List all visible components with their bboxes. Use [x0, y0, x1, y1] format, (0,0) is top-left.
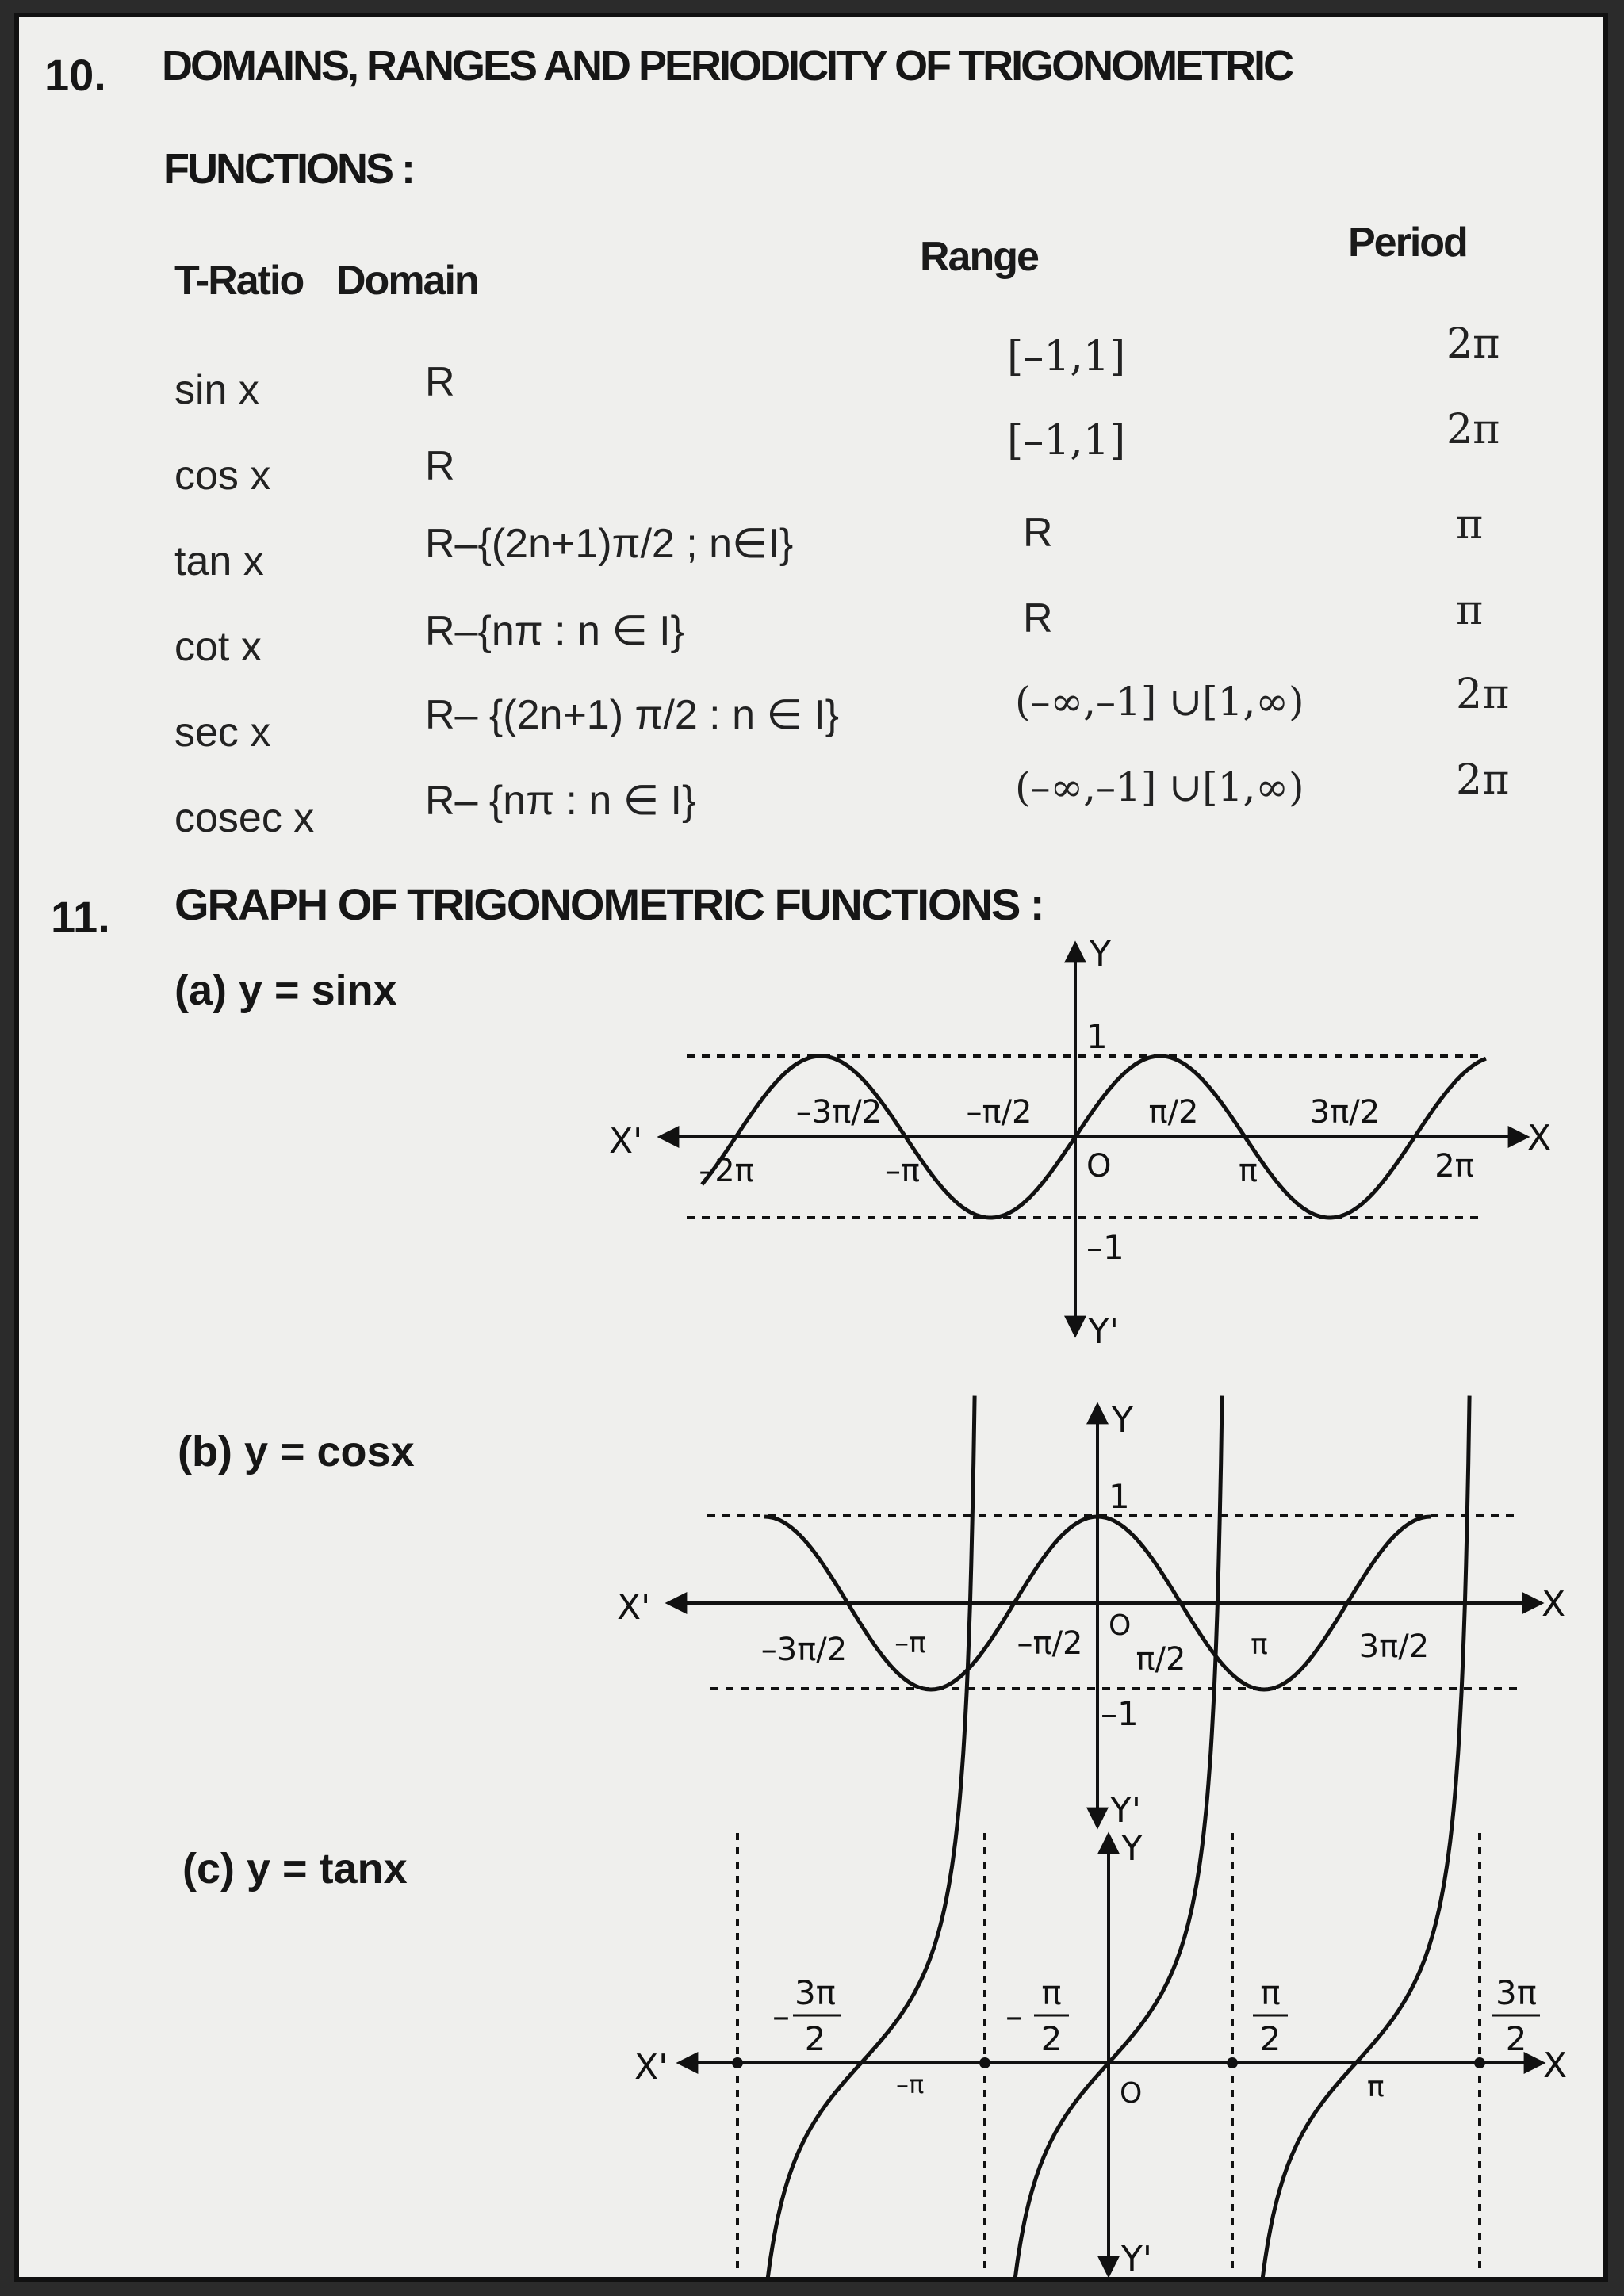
graph-c-label: (c) y = tanx — [182, 1845, 408, 1892]
header-t-ratio: T-Ratio — [174, 258, 304, 304]
graph-cos — [617, 1400, 1565, 1831]
row-tan-period: π — [1456, 501, 1484, 549]
cos-label-x-neg: X' — [617, 1587, 651, 1628]
section-10-number: 10. — [44, 50, 106, 100]
tan-label-y: Y — [1121, 1828, 1143, 1869]
graphs-canvas — [19, 17, 1603, 2277]
sin-tick-m3pi2: –3π/2 — [795, 1094, 883, 1131]
section-11-number: 11. — [51, 892, 110, 942]
asym-den: 2 — [1040, 2019, 1063, 2058]
asym-sign: – — [772, 1996, 790, 2037]
sin-label-y: Y — [1090, 934, 1111, 974]
sin-label-neg-one: –1 — [1086, 1228, 1124, 1267]
cos-label-y-neg: Y' — [1110, 1790, 1141, 1831]
asym-den: 2 — [1505, 2019, 1527, 2058]
tan-asym-label-pi2 — [1253, 1973, 1288, 2058]
textbook-page — [14, 13, 1608, 2282]
header-range: Range — [920, 234, 1038, 280]
cos-tick-pi2: π/2 — [1136, 1641, 1186, 1678]
cos-label-origin: O — [1109, 1609, 1132, 1642]
graph-tan — [634, 1396, 1567, 2277]
cos-label-x: X — [1542, 1584, 1566, 1624]
asym-sign: – — [1005, 1996, 1023, 2037]
row-cosec-domain: R– {nπ : n ∈ I} — [425, 778, 696, 824]
row-sec-period: 2π — [1456, 671, 1510, 718]
sin-label-one: 1 — [1086, 1017, 1108, 1056]
row-cos-domain: R — [425, 443, 455, 489]
cos-label-one: 1 — [1109, 1477, 1130, 1516]
sin-tick-pi2: π/2 — [1148, 1094, 1199, 1131]
row-cos-range: [–1,1] — [1007, 417, 1126, 465]
row-sec-range: (–∞,–1] ∪[1,∞) — [1015, 679, 1304, 725]
graph-a-label: (a) y = sinx — [174, 966, 397, 1014]
cos-tick-mpi: –π — [894, 1627, 926, 1659]
row-cot-fn: cot x — [174, 624, 262, 670]
row-tan-fn: tan x — [174, 538, 264, 584]
asym-num: 3π — [794, 1973, 837, 2012]
cos-label-y: Y — [1112, 1400, 1133, 1441]
header-period: Period — [1348, 220, 1467, 266]
sin-tick-mpi: –π — [884, 1153, 921, 1189]
row-cot-period: π — [1456, 587, 1484, 634]
cos-tick-m3pi2: –3π/2 — [760, 1632, 848, 1668]
sin-label-origin: O — [1086, 1148, 1112, 1184]
sin-tick-m2pi: –2π — [699, 1153, 754, 1189]
cos-label-neg-one: –1 — [1101, 1694, 1139, 1733]
tan-asym-label-mpi2 — [1005, 1973, 1069, 2058]
tan-asym-label-3pi2 — [1492, 1973, 1540, 2058]
row-cosec-period: 2π — [1456, 756, 1510, 804]
row-cosec-range: (–∞,–1] ∪[1,∞) — [1015, 764, 1304, 810]
row-cos-period: 2π — [1446, 406, 1500, 453]
cos-tick-3pi2: 3π/2 — [1358, 1628, 1430, 1665]
sin-label-y-neg: Y' — [1088, 1311, 1119, 1352]
tan-branch — [1243, 1396, 1469, 2277]
section-10-title-line2: FUNCTIONS : — [163, 145, 413, 193]
tan-label-x: X — [1543, 2045, 1568, 2086]
cos-tick-pi: π — [1251, 1628, 1268, 1661]
sin-tick-3pi2: 3π/2 — [1309, 1094, 1381, 1131]
asym-num: π — [1260, 1973, 1281, 2012]
sin-tick-pi: π — [1238, 1153, 1258, 1189]
row-sin-fn: sin x — [174, 367, 259, 413]
sin-label-x: X — [1527, 1118, 1552, 1158]
tan-label-neg-pi: –π — [896, 2069, 925, 2099]
tan-label-pi: π — [1367, 2071, 1385, 2103]
sin-label-x-neg: X' — [609, 1121, 643, 1161]
section-10-title-line1: DOMAINS, RANGES AND PERIODICITY OF TRIGONOMETRIC — [162, 42, 1293, 90]
graph-sin — [609, 934, 1551, 1352]
row-tan-domain: R–{(2n+1)π/2 ; n∈I} — [425, 521, 794, 567]
tan-label-y-neg: Y' — [1121, 2239, 1152, 2277]
asym-num: π — [1041, 1973, 1062, 2012]
header-domain: Domain — [336, 258, 478, 304]
row-sin-domain: R — [425, 359, 455, 405]
row-cot-range: R — [1023, 595, 1053, 641]
section-11-title: GRAPH OF TRIGONOMETRIC FUNCTIONS : — [174, 879, 1044, 929]
sin-tick-2pi: 2π — [1434, 1148, 1474, 1184]
row-tan-range: R — [1023, 510, 1053, 556]
row-cosec-fn: cosec x — [174, 795, 315, 841]
asym-den: 2 — [1259, 2019, 1281, 2058]
tan-label-origin: O — [1120, 2077, 1143, 2110]
asym-num: 3π — [1495, 1973, 1538, 2012]
tan-label-x-neg: X' — [634, 2047, 668, 2087]
row-sec-fn: sec x — [174, 710, 271, 756]
tan-branch — [748, 1396, 975, 2277]
asym-den: 2 — [804, 2019, 826, 2058]
sin-tick-mpi2: –π/2 — [966, 1094, 1032, 1131]
row-sin-range: [–1,1] — [1007, 333, 1126, 381]
cos-tick-mpi2: –π/2 — [1017, 1625, 1083, 1662]
graph-b-label: (b) y = cosx — [178, 1428, 415, 1475]
row-cos-fn: cos x — [174, 453, 271, 499]
row-sec-domain: R– {(2n+1) π/2 : n ∈ I} — [425, 692, 840, 738]
row-sin-period: 2π — [1446, 320, 1500, 368]
tan-asym-label-m3pi2 — [772, 1973, 841, 2058]
row-cot-domain: R–{nπ : n ∈ I} — [425, 608, 684, 654]
